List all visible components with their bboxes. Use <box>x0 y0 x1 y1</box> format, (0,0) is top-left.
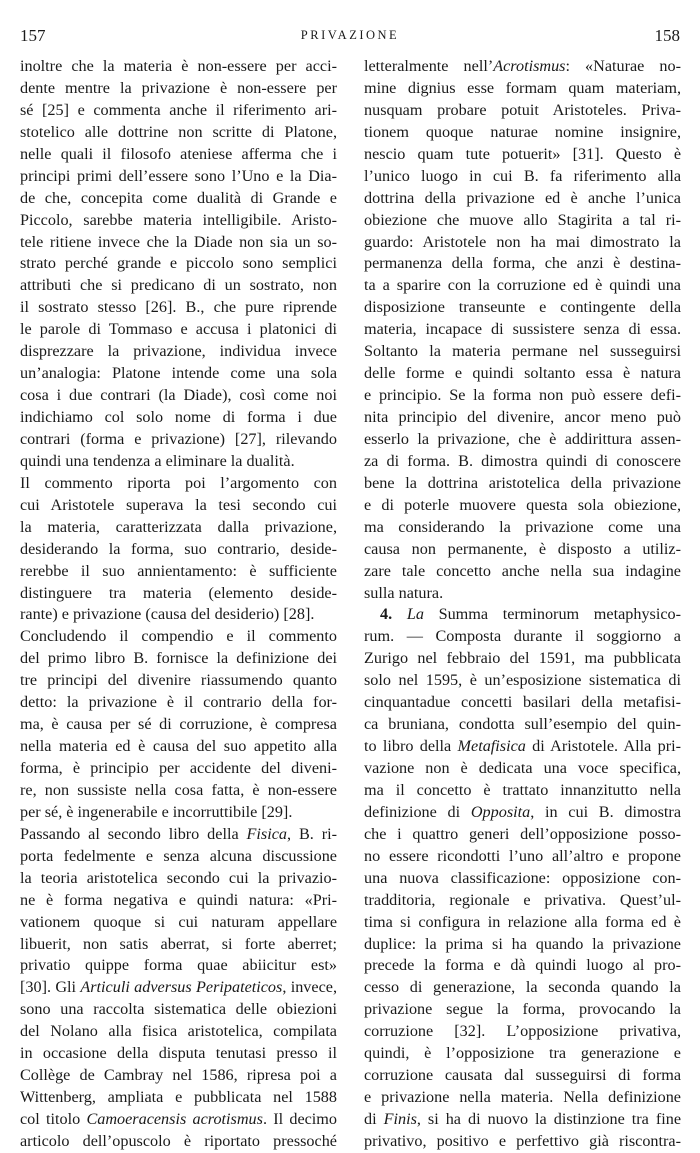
text-line: Soltanto la materia permane nel susseguirsi <box>364 342 681 361</box>
page-header <box>20 26 680 50</box>
text-line: cesso di generazione, la seconda quando la <box>364 978 681 997</box>
text-line: tradditoria, regionale e privativa. Quest’ul- <box>364 890 681 909</box>
text-line: nella materia ed è causa del suo appetito alla <box>20 737 337 756</box>
text-line: che i quattro generi dell’opposizione posso- <box>364 824 681 843</box>
text-line: del Nolano alla fisica aristotelica, compilata <box>20 1022 337 1041</box>
text-line: detto: la privazione è il contrario della for- <box>20 693 337 712</box>
text-line: e di poterle muovere questa sola obiezione, <box>364 495 681 514</box>
text-line: ma, è causa per sé di corruzione, è compresa <box>20 715 337 734</box>
text-line: attributi che si predicano di un sostrato, non <box>20 276 337 295</box>
text-line: sono una raccolta sistematica delle obiezioni <box>20 1000 337 1019</box>
page-number-left: 157 <box>20 26 46 45</box>
text-line: za di forma. B. dimostra quindi di conoscere <box>364 451 681 470</box>
text-line: l’unico luogo in cui B. fa riferimento alla <box>364 166 681 185</box>
text-line: il sostrato stesso [26]. B., che pure riprende <box>20 298 337 317</box>
text-line: stotelico alle dottrine non scritte di Platone, <box>20 122 337 141</box>
text-line: Collège de Cambray nel 1586, ripresa poi a <box>20 1066 337 1085</box>
text-line: Piccolo, sarebbe materia intelligibile. Aristo- <box>20 210 337 229</box>
text-line: bene la dottrina aristotelica della privazione <box>364 473 681 492</box>
text-line: letteralmente nell’Acrotismus: «Naturae no- <box>364 57 681 75</box>
text-line: esserlo la privazione, che è addirittura assen- <box>364 429 681 448</box>
text-line: strato perché grande e piccolo sono semplici <box>20 254 337 273</box>
running-title: PRIVAZIONE <box>300 28 400 42</box>
text-line: quindi, è l’opposizione tra generazione e <box>364 1044 681 1063</box>
text-line: libuerit, non satis aberrat, si forte aberret; <box>20 934 337 953</box>
text-line: indichiamo col solo nome di forma i due <box>20 408 337 426</box>
text-line: [30]. Gli Articuli adversus Peripateticos, invece, <box>20 978 337 997</box>
text-line: la teoria aristotelica secondo cui la privazio- <box>20 868 337 887</box>
text-line: rum. — Composta durante il soggiorno a <box>364 627 681 646</box>
text-line: no essere ricondotti l’uno all’altro e propone <box>364 846 681 865</box>
text-line: privatio quippe forma quae abiicitur est» <box>20 956 337 975</box>
text-line: privativo, positivo e perfettivo già riscontra- <box>364 1131 681 1150</box>
text-line: privazione segue la forma, provocando la <box>364 1000 681 1019</box>
text-line: porta fedelmente e senza alcuna discussione <box>20 846 337 865</box>
text-line: tele ritiene invece che la Diade non sia un so- <box>20 232 337 251</box>
text-line: permanenza della forma, che anzi è destina- <box>364 254 681 273</box>
text-line: de che, concepita come dualità di Grande e <box>20 188 337 207</box>
text-line: ta a sparire con la corruzione ed è quindi una <box>364 276 681 295</box>
text-line: un’analogia: Platone intende come una sola <box>20 364 337 383</box>
text-line: dottrina della privazione ed è anche l’unica <box>364 188 681 207</box>
text-line: definizione di Opposita, in cui B. dimostra <box>364 802 681 821</box>
text-line: sulla natura. <box>364 583 444 602</box>
text-line: tionem quoque naturae nomine insignire, <box>364 122 681 141</box>
text-line: ma considerando la privazione come una <box>364 517 681 536</box>
text-line: tima si configura in relazione alla forma ed è <box>364 912 681 931</box>
text-line: Il commento riporta poi l’argomento con <box>20 473 337 492</box>
text-line: nescio quam tute potuerit» [31]. Questo è <box>364 144 681 163</box>
page-number-right: 158 <box>654 26 680 45</box>
text-line: ne è forma negativa e quindi natura: «Pri- <box>20 890 337 909</box>
text-line: cui Aristotele superava la tesi secondo cui <box>20 495 337 514</box>
text-line: inoltre che la materia è non-essere per acci- <box>20 57 337 75</box>
text-line: precede la forma e dà quindi luogo al pro- <box>364 956 681 975</box>
text-line: duplice: la prima si ha quando la privazione <box>364 934 681 953</box>
text-line: le parole di Tommaso e accusa i platonici di <box>20 320 337 339</box>
text-line: principi primi dell’essere sono l’Uno e la Dia- <box>20 166 337 185</box>
text-line: e privazione nella materia. Nella definizione <box>364 1088 681 1107</box>
text-line: solo nel 1595, è un’esposizione sistematica di <box>364 671 681 690</box>
text-line: nita principio del divenire, ancor meno può <box>364 408 681 426</box>
text-line: la materia, caratterizzata dalla privazione, <box>20 517 337 536</box>
text-line: mine dignius esse formam quam materiam, <box>364 78 681 97</box>
text-line: delle forme e quindi soltanto essa è natura <box>364 364 681 383</box>
text-line: dente mentre la privazione è non-essere per <box>20 78 337 97</box>
text-line: Passando al secondo libro della Fisica, B. ri- <box>20 824 337 843</box>
text-line: nusquam probare potuit Aristoteles. Priva- <box>364 100 681 119</box>
text-line: contrari (forma e privazione) [27], rilevando <box>20 429 337 448</box>
left-text-column <box>20 56 337 1153</box>
text-line: forma, è principio per accidente del diveni- <box>20 759 337 777</box>
text-line: to libro della Metafisica di Aristotele. Alla pri- <box>364 737 681 756</box>
text-line: di Finis, si ha di nuovo la distinzione tra fine <box>364 1110 681 1128</box>
text-line: corruzione [32]. L’opposizione privativa, <box>364 1022 681 1041</box>
text-line: Wittenberg, ampliata e pubblicata nel 1588 <box>20 1088 337 1107</box>
text-line: sé [25] e commenta anche il riferimento ari- <box>20 100 337 119</box>
text-line: cosa i due contrari (la Diade), così come noi <box>20 386 337 405</box>
text-line: zare tale concetto anche nella sua indagine <box>364 561 681 580</box>
text-line: vazione non è dedicata una voce specifica, <box>364 759 681 777</box>
text-line: quindi una tendenza a eliminare la dualità. <box>20 451 295 470</box>
text-line: causa non permanente, è disposto a utiliz- <box>364 539 681 558</box>
text-line: per sé, è ingenerabile e incorruttibile [29]. <box>20 802 293 821</box>
text-line: col titolo Camoeracensis acrotismus. Il decimo <box>20 1110 337 1128</box>
text-line: materia, incapace di sussistere senza di essa. <box>364 320 681 339</box>
text-line: distinguere tra materia (elemento deside- <box>20 583 337 602</box>
text-line: obiezione che muove allo Stagirita a tal ri- <box>364 210 681 229</box>
text-line: nelle quali il filosofo ateniese afferma che i <box>20 144 337 163</box>
text-line: rante) e privazione (causa del desiderio) [28]. <box>20 605 315 624</box>
text-line: vationem quoque si cui naturam appellare <box>20 912 337 931</box>
text-line: disposizione transeunte e contingente della <box>364 298 681 317</box>
text-line: corruzione causata dal susseguirsi di forma <box>364 1066 681 1085</box>
text-line: re, non sussiste nella cosa fatta, è non-essere <box>20 780 337 799</box>
text-line: una nuova classificazione: opposizione con- <box>364 868 681 887</box>
text-line: ca bruniana, condotta sull’esempio del quin- <box>364 715 681 734</box>
right-text-column <box>364 56 681 1153</box>
text-line: Concludendo il compendio e il commento <box>20 627 337 646</box>
text-line: ma il concetto è trattato innanzitutto nella <box>364 780 681 799</box>
text-line: del primo libro B. fornisce la definizione dei <box>20 649 337 668</box>
text-line: desiderando la forma, suo contrario, deside- <box>20 539 337 558</box>
text-line: articolo dell’opuscolo è riportato pressoché <box>20 1131 337 1150</box>
text-line: in occasione della disputa tenutasi presso il <box>20 1044 337 1063</box>
text-line: tre principi del divenire riassumendo quanto <box>20 671 337 690</box>
text-line: guardo: Aristotele non ha mai dimostrato la <box>364 232 681 251</box>
text-line: 4. La Summa terminorum metaphysico- <box>380 605 682 624</box>
text-line: cinquantadue concetti basilari della metafisi- <box>364 693 681 712</box>
text-line: disprezzare la privazione, individua invece <box>20 342 337 361</box>
text-line: Zurigo nel febbraio del 1591, ma pubblicata <box>364 649 681 668</box>
text-line: e principio. Se la forma non può essere defi- <box>364 386 681 405</box>
text-line: rerebbe il suo annientamento: è sufficiente <box>20 561 337 580</box>
